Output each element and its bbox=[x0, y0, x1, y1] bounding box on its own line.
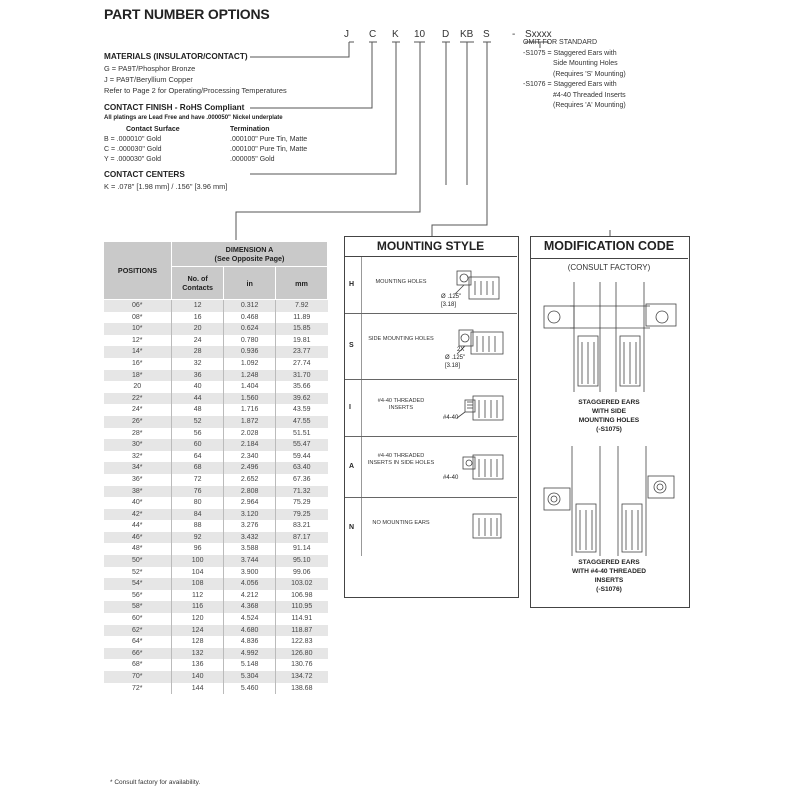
position-cell: 22* bbox=[104, 393, 172, 405]
table-row bbox=[104, 393, 328, 405]
contacts-cell: 76 bbox=[172, 486, 224, 498]
mm-cell: 114.91 bbox=[276, 613, 328, 625]
pn-dash: - bbox=[512, 29, 516, 40]
position-cell: 32* bbox=[131, 452, 143, 460]
pn-series: C bbox=[369, 29, 377, 40]
mm-cell: 134.72 bbox=[276, 671, 328, 683]
mounting-dim-line: 2X bbox=[457, 347, 465, 353]
in-cell: 3.120 bbox=[224, 509, 276, 521]
mounting-row-a bbox=[345, 437, 517, 498]
in-cell: 2.184 bbox=[224, 439, 276, 451]
in-cell: 0.780 bbox=[224, 335, 276, 347]
s1076-caption bbox=[530, 558, 688, 594]
caption-line: STAGGERED EARS bbox=[578, 559, 640, 566]
mm-cell: 110.95 bbox=[276, 601, 328, 613]
table-row bbox=[104, 370, 328, 382]
contacts-cell: 60 bbox=[172, 439, 224, 451]
position-cell: 52* bbox=[131, 568, 143, 576]
finish-termination: .000100" Pure Tin, Matte bbox=[230, 146, 308, 153]
position-cell: 64* bbox=[131, 638, 143, 646]
contacts-cell: 128 bbox=[172, 636, 224, 648]
mounting-dim bbox=[441, 293, 461, 309]
finish-surfaces bbox=[104, 135, 162, 165]
s1075-drawing bbox=[540, 282, 680, 392]
contacts-cell: 68 bbox=[172, 462, 224, 474]
note-line: (Requires 'S' Mounting) bbox=[553, 70, 626, 78]
table-row bbox=[104, 439, 328, 451]
mounting-code: I bbox=[349, 404, 351, 411]
table-row bbox=[104, 497, 328, 509]
in-cell: 4.836 bbox=[224, 636, 276, 648]
mounting-label: SIDE MOUNTING HOLES bbox=[368, 336, 434, 342]
table-row bbox=[104, 381, 328, 393]
table-row bbox=[104, 567, 328, 579]
position-cell: 20 bbox=[133, 383, 142, 391]
positions-table bbox=[103, 241, 328, 694]
position-cell: 72* bbox=[131, 684, 143, 692]
in-cell: 0.468 bbox=[224, 312, 276, 324]
in-cell: 4.524 bbox=[224, 613, 276, 625]
mm-cell: 99.06 bbox=[276, 567, 328, 579]
no-ears-drawing bbox=[437, 502, 515, 556]
contacts-cell: 132 bbox=[172, 648, 224, 660]
table-row bbox=[104, 590, 328, 602]
pn-mounting: S bbox=[483, 29, 490, 40]
position-cell: 58* bbox=[104, 601, 172, 613]
position-cell: 08* bbox=[131, 313, 143, 321]
in-cell: 3.744 bbox=[224, 555, 276, 567]
threaded-inserts-drawing bbox=[437, 384, 515, 434]
page-title: PART NUMBER OPTIONS bbox=[104, 6, 270, 22]
mounting-row-i bbox=[345, 380, 517, 437]
table-row bbox=[104, 300, 328, 312]
contacts-cell: 24 bbox=[172, 335, 224, 347]
mm-cell: 126.80 bbox=[276, 648, 328, 660]
position-cell: 50* bbox=[104, 555, 172, 567]
position-cell: 54* bbox=[104, 578, 172, 590]
position-cell: 26* bbox=[104, 416, 172, 428]
mounting-dim bbox=[445, 346, 465, 370]
position-cell: 16* bbox=[131, 359, 143, 367]
position-cell: 68* bbox=[131, 661, 143, 669]
contacts-cell: 36 bbox=[172, 370, 224, 382]
position-cell: 14* bbox=[104, 346, 172, 358]
mounting-code: N bbox=[349, 524, 355, 531]
contacts-cell: 88 bbox=[172, 520, 224, 532]
table-row bbox=[104, 648, 328, 660]
position-cell: 24* bbox=[131, 406, 143, 414]
in-cell: 1.872 bbox=[224, 416, 276, 428]
termination-header: Termination bbox=[230, 126, 270, 133]
table-row bbox=[104, 543, 328, 555]
mounting-dim: #4-40 bbox=[443, 415, 459, 421]
finish-termination: .000100" Pure Tin, Matte bbox=[230, 136, 308, 143]
position-cell: 34* bbox=[104, 462, 172, 474]
mounting-row-n bbox=[345, 498, 517, 556]
s1076-drawing bbox=[540, 446, 680, 556]
mounting-code: H bbox=[349, 281, 355, 288]
table-row bbox=[104, 601, 328, 613]
mm-cell: 63.40 bbox=[276, 462, 328, 474]
table-row bbox=[104, 555, 328, 567]
position-cell: 12* bbox=[131, 336, 143, 344]
in-cell: 4.680 bbox=[224, 625, 276, 637]
in-cell: 0.624 bbox=[224, 323, 276, 335]
position-cell: 18* bbox=[104, 370, 172, 382]
mm-cell: 138.68 bbox=[276, 683, 328, 695]
contacts-cell: 124 bbox=[172, 625, 224, 637]
table-row bbox=[104, 335, 328, 347]
table-row bbox=[104, 486, 328, 498]
in-cell: 5.304 bbox=[224, 671, 276, 683]
mounting-code: S bbox=[349, 342, 354, 349]
in-header: in bbox=[224, 267, 276, 300]
dimension-a-title: DIMENSION A bbox=[225, 245, 274, 254]
contacts-cell: 100 bbox=[172, 555, 224, 567]
modification-code-title: MODIFICATION CODE bbox=[543, 239, 675, 253]
in-cell: 1.560 bbox=[224, 393, 276, 405]
mm-cell: 83.21 bbox=[276, 520, 328, 532]
in-cell: 1.092 bbox=[224, 358, 276, 370]
in-cell: 2.028 bbox=[224, 428, 276, 440]
contacts-cell: 108 bbox=[172, 578, 224, 590]
mm-cell: 75.29 bbox=[276, 497, 328, 509]
position-cell: 62* bbox=[104, 625, 172, 637]
materials-heading: MATERIALS (INSULATOR/CONTACT) bbox=[104, 52, 248, 61]
finish-termination: .000005" Gold bbox=[230, 156, 275, 163]
in-cell: 1.248 bbox=[224, 370, 276, 382]
mounting-dim-line: Ø .125" bbox=[445, 355, 466, 361]
mm-cell: 130.76 bbox=[276, 659, 328, 671]
finish-surface: B = .000010" Gold bbox=[104, 136, 162, 143]
table-row bbox=[104, 404, 328, 416]
in-cell: 2.496 bbox=[224, 462, 276, 474]
mm-cell: 95.10 bbox=[276, 555, 328, 567]
table-row bbox=[104, 532, 328, 544]
materials-list bbox=[104, 63, 287, 96]
pn-centers: K bbox=[392, 29, 399, 40]
contacts-cell: 64 bbox=[172, 451, 224, 463]
pn-material: J bbox=[344, 29, 349, 40]
in-cell: 4.992 bbox=[224, 648, 276, 660]
table-row bbox=[104, 462, 328, 474]
table-row bbox=[104, 428, 328, 440]
mounting-dim: #4-40 bbox=[443, 475, 459, 481]
contacts-cell: 96 bbox=[172, 543, 224, 555]
finish-subheading: All platings are Lead Free and have .000050" Nickel underplate bbox=[104, 115, 283, 121]
in-cell: 1.404 bbox=[224, 381, 276, 393]
centers-heading: CONTACT CENTERS bbox=[104, 170, 185, 179]
note-line: OMIT FOR STANDARD bbox=[523, 39, 598, 46]
note-line: #4-40 Threaded Inserts bbox=[553, 91, 626, 99]
contacts-header: No. of Contacts bbox=[172, 267, 224, 300]
contacts-cell: 44 bbox=[172, 393, 224, 405]
mounting-row-h bbox=[345, 257, 517, 314]
table-row bbox=[104, 323, 328, 335]
in-cell: 5.460 bbox=[224, 683, 276, 695]
mm-cell: 11.89 bbox=[276, 312, 328, 324]
contacts-cell: 104 bbox=[172, 567, 224, 579]
contacts-cell: 80 bbox=[172, 497, 224, 509]
mm-cell: 55.47 bbox=[276, 439, 328, 451]
mm-cell: 19.81 bbox=[276, 335, 328, 347]
table-row bbox=[104, 520, 328, 532]
mm-cell: 31.70 bbox=[276, 370, 328, 382]
contacts-cell: 144 bbox=[172, 683, 224, 695]
caption-line: INSERTS bbox=[594, 577, 624, 584]
mm-cell: 7.92 bbox=[276, 300, 328, 312]
mm-cell: 106.98 bbox=[276, 590, 328, 602]
position-cell: 10* bbox=[104, 323, 172, 335]
standard-note bbox=[523, 38, 626, 112]
mounting-dim-line: Ø .125" bbox=[441, 294, 462, 300]
mounting-label: MOUNTING HOLES bbox=[375, 279, 427, 285]
mounting-style-title: MOUNTING STYLE bbox=[344, 236, 517, 257]
finish-heading: CONTACT FINISH - RoHS Compliant bbox=[104, 103, 245, 112]
mm-cell: 91.14 bbox=[276, 543, 328, 555]
pn-positions: 10 bbox=[414, 29, 426, 40]
s1075-caption bbox=[530, 398, 688, 434]
note-line: (Requires 'A' Mounting) bbox=[553, 102, 626, 109]
in-cell: 2.340 bbox=[224, 451, 276, 463]
mm-cell: 39.62 bbox=[276, 393, 328, 405]
dimension-a-header bbox=[172, 242, 328, 267]
finish-surface: Y = .000030" Gold bbox=[104, 156, 162, 163]
table-row bbox=[104, 312, 328, 324]
contacts-cell: 116 bbox=[172, 601, 224, 613]
in-cell: 4.212 bbox=[224, 590, 276, 602]
position-cell: 28* bbox=[131, 429, 143, 437]
table-row bbox=[104, 509, 328, 521]
side-inserts-drawing bbox=[437, 441, 515, 495]
mm-cell: 79.25 bbox=[276, 509, 328, 521]
in-cell: 4.368 bbox=[224, 601, 276, 613]
table-row bbox=[104, 625, 328, 637]
finish-surface: C = .000030" Gold bbox=[104, 146, 162, 153]
table-row bbox=[104, 613, 328, 625]
table-row bbox=[104, 346, 328, 358]
mounting-label: #4-40 THREADED INSERTS bbox=[377, 398, 425, 411]
in-cell: 3.276 bbox=[224, 520, 276, 532]
table-row bbox=[104, 659, 328, 671]
table-row bbox=[104, 416, 328, 428]
position-cell: 36* bbox=[131, 475, 143, 483]
in-cell: 2.964 bbox=[224, 497, 276, 509]
position-cell: 42* bbox=[104, 509, 172, 521]
contact-surface-header: Contact Surface bbox=[126, 126, 180, 133]
mm-cell: 103.02 bbox=[276, 578, 328, 590]
centers-line: K = .078" [1.98 mm] / .156" [3.96 mm] bbox=[104, 182, 228, 191]
mm-header: mm bbox=[276, 267, 328, 300]
mounting-row-s bbox=[345, 314, 517, 380]
in-cell: 3.900 bbox=[224, 567, 276, 579]
position-cell: 46* bbox=[104, 532, 172, 544]
mm-cell: 15.85 bbox=[276, 323, 328, 335]
contacts-cell: 32 bbox=[172, 358, 224, 370]
position-cell: 44* bbox=[131, 522, 143, 530]
pn-modification: Sxxxx bbox=[525, 29, 552, 40]
note-line: -S1076 = Staggered Ears with bbox=[523, 81, 617, 88]
table-footnote: * Consult factory for availability. bbox=[110, 779, 201, 786]
position-cell: 38* bbox=[104, 486, 172, 498]
contacts-cell: 40 bbox=[172, 381, 224, 393]
position-cell: 30* bbox=[104, 439, 172, 451]
contacts-cell: 16 bbox=[172, 312, 224, 324]
modification-code-subtitle: (CONSULT FACTORY) bbox=[567, 263, 651, 272]
mm-cell: 35.66 bbox=[276, 381, 328, 393]
in-cell: 3.432 bbox=[224, 532, 276, 544]
contacts-cell: 112 bbox=[172, 590, 224, 602]
dimension-a-subtitle: (See Opposite Page) bbox=[214, 254, 285, 263]
table-row bbox=[104, 636, 328, 648]
in-cell: 1.716 bbox=[224, 404, 276, 416]
in-cell: 0.312 bbox=[224, 300, 276, 312]
contacts-cell: 120 bbox=[172, 613, 224, 625]
caption-line: (-S1075) bbox=[596, 426, 622, 433]
contacts-cell: 84 bbox=[172, 509, 224, 521]
mm-cell: 118.87 bbox=[276, 625, 328, 637]
caption-line: WITH #4-40 THREADED bbox=[571, 568, 646, 575]
materials-line: G = PA9T/Phosphor Bronze bbox=[104, 64, 196, 73]
mm-cell: 51.51 bbox=[276, 428, 328, 440]
mm-cell: 71.32 bbox=[276, 486, 328, 498]
materials-line: J = PA9T/Beryllium Copper bbox=[104, 75, 193, 84]
materials-line: Refer to Page 2 for Operating/Processing Temperatures bbox=[104, 86, 287, 95]
contacts-cell: 28 bbox=[172, 346, 224, 358]
table-row bbox=[104, 474, 328, 486]
position-cell: 56* bbox=[131, 591, 143, 599]
contacts-cell: 20 bbox=[172, 323, 224, 335]
contacts-cell: 48 bbox=[172, 404, 224, 416]
contacts-cell: 136 bbox=[172, 659, 224, 671]
contacts-cell: 140 bbox=[172, 671, 224, 683]
position-cell: 40* bbox=[131, 499, 143, 507]
contacts-cell: 92 bbox=[172, 532, 224, 544]
mounting-label: #4-40 THREADED INSERTS IN SIDE HOLES bbox=[367, 453, 435, 466]
in-cell: 3.588 bbox=[224, 543, 276, 555]
position-cell: 48* bbox=[131, 545, 143, 553]
caption-line: WITH SIDE bbox=[591, 408, 627, 415]
caption-line: STAGGERED EARS bbox=[578, 399, 640, 406]
in-cell: 2.808 bbox=[224, 486, 276, 498]
mounting-dim-line: [3.18] bbox=[441, 302, 457, 308]
note-line: Side Mounting Holes bbox=[553, 60, 618, 67]
pn-finish: KB bbox=[460, 29, 474, 40]
table-row bbox=[104, 683, 328, 695]
table-row bbox=[104, 671, 328, 683]
contacts-cell: 72 bbox=[172, 474, 224, 486]
mm-cell: 87.17 bbox=[276, 532, 328, 544]
position-cell: 06* bbox=[104, 300, 172, 312]
mm-cell: 23.77 bbox=[276, 346, 328, 358]
mm-cell: 67.36 bbox=[276, 474, 328, 486]
table-row bbox=[104, 451, 328, 463]
caption-line: MOUNTING HOLES bbox=[578, 417, 640, 424]
in-cell: 0.936 bbox=[224, 346, 276, 358]
mm-cell: 27.74 bbox=[276, 358, 328, 370]
contacts-cell: 52 bbox=[172, 416, 224, 428]
positions-header: POSITIONS bbox=[104, 242, 172, 300]
contacts-cell: 12 bbox=[172, 300, 224, 312]
table-row bbox=[104, 578, 328, 590]
mm-cell: 47.55 bbox=[276, 416, 328, 428]
mm-cell: 43.59 bbox=[276, 404, 328, 416]
mounting-label: NO MOUNTING EARS bbox=[372, 520, 430, 526]
caption-line: (-S1076) bbox=[596, 586, 622, 593]
mm-cell: 122.83 bbox=[276, 636, 328, 648]
position-cell: 60* bbox=[131, 615, 143, 623]
note-line: -S1075 = Staggered Ears with bbox=[523, 49, 617, 57]
in-cell: 5.148 bbox=[224, 659, 276, 671]
table-row bbox=[104, 358, 328, 370]
position-cell: 70* bbox=[104, 671, 172, 683]
pn-row: D bbox=[442, 29, 450, 40]
contacts-cell: 56 bbox=[172, 428, 224, 440]
position-cell: 66* bbox=[104, 648, 172, 660]
mounting-code: A bbox=[349, 463, 355, 470]
finish-terminations bbox=[230, 135, 307, 165]
mm-cell: 59.44 bbox=[276, 451, 328, 463]
mounting-dim-line: [3.18] bbox=[445, 363, 461, 369]
in-cell: 4.056 bbox=[224, 578, 276, 590]
in-cell: 2.652 bbox=[224, 474, 276, 486]
